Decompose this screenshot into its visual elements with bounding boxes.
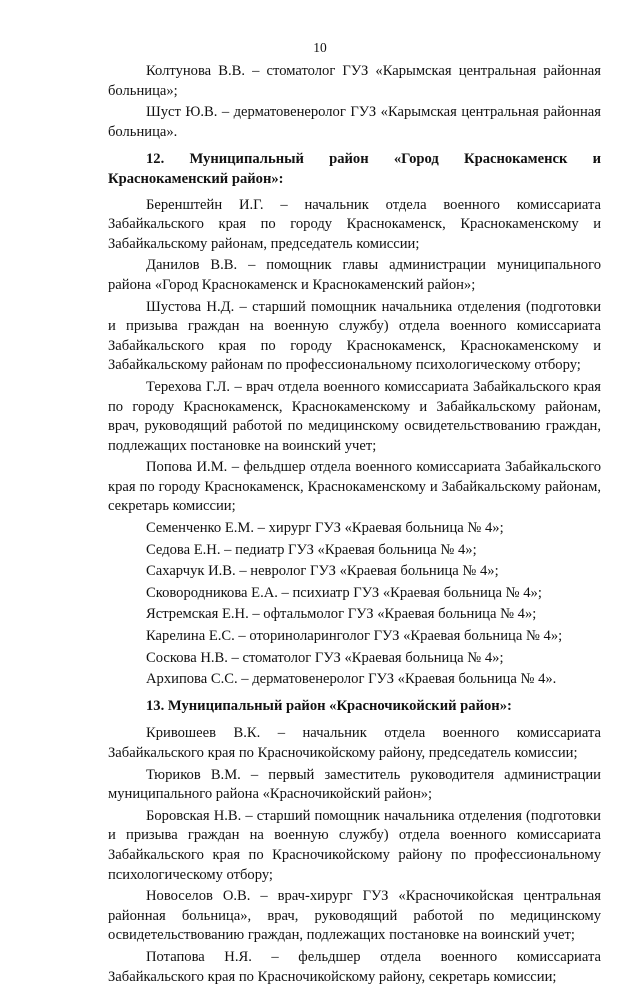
list-item: Данилов В.В. – помощник главы администрации муниципального района «Город Краснокаменск и Краснокаменский район»; <box>108 257 601 293</box>
section-heading-13: 13. Муниципальный район «Красночикойский район»: <box>146 697 512 714</box>
list-item: Беренштейн И.Г. – начальник отдела военного комиссариата Забайкальского края по городу Краснокаменск, Краснокаменскому и Забайкальскому районам, председатель комиссии; <box>108 196 601 252</box>
section-heading-12: 12. Муниципальный район «Город Краснокаменск и Краснокаменский район»: <box>108 151 601 187</box>
list-item: Тюриков В.М. – первый заместитель руководителя администрации муниципального района «Красночикойский район»; <box>108 766 601 803</box>
document-body <box>108 62 601 987</box>
list-item: Архипова С.С. – дерматовенеролог ГУЗ «Краевая больница № 4». <box>146 671 557 688</box>
list-item: Колтунова В.В. – стоматолог ГУЗ «Карымская центральная районная больница»; <box>108 63 601 99</box>
list-item: Карелина Е.С. – оториноларинголог ГУЗ «Краевая больница № 4»; <box>146 628 563 645</box>
list-item: Седова Е.Н. – педиатр ГУЗ «Краевая больница № 4»; <box>146 541 477 558</box>
list-item: Боровская Н.В. – старший помощник начальника отделения (подготовки и призыва граждан на военную службу) отдела военного комиссариата Забайкальского края по Красночикойскому району по профессиональному психологическому отбору; <box>108 807 601 883</box>
list-item: Соскова Н.В. – стоматолог ГУЗ «Краевая больница № 4»; <box>146 649 504 666</box>
list-item: Сковородникова Е.А. – психиатр ГУЗ «Краевая больница № 4»; <box>146 584 542 601</box>
list-item: Кривошеев В.К. – начальник отдела военного комиссариата Забайкальского края по Красночикойскому району, председатель комиссии; <box>108 725 601 761</box>
list-item: Попова И.М. – фельдшер отдела военного комиссариата Забайкальского края по городу Краснокаменск, Краснокаменскому и Забайкальскому районам, секретарь комиссии; <box>108 459 601 515</box>
page-number: 10 <box>313 40 327 55</box>
list-item: Шустова Н.Д. – старший помощник начальника отделения (подготовки и призыва граждан на военную службу) отдела военного комиссариата Забайкальского края по городу Краснокаменск, Краснокаменскому и Забайкальскому районам по профессиональному психологическому отбору; <box>108 298 601 374</box>
list-item: Потапова Н.Я. – фельдшер отдела военного комиссариата Забайкальского края по Красночикойскому району, секретарь комиссии; <box>108 948 601 985</box>
list-item: Терехова Г.Л. – врач отдела военного комиссариата Забайкальского края по городу Краснокаменск, Краснокаменскому и Забайкальскому районам, врач, руководящий работой по медицинскому освидетельствованию граждан, подлежащих постановке на воинский учет; <box>108 378 601 454</box>
list-item: Ястремская Е.Н. – офтальмолог ГУЗ «Краевая больница № 4»; <box>146 606 537 623</box>
list-item: Сахарчук И.В. – невролог ГУЗ «Краевая больница № 4»; <box>146 563 499 580</box>
list-item: Шуст Ю.В. – дерматовенеролог ГУЗ «Карымская центральная районная больница». <box>108 104 601 140</box>
list-item: Семенченко Е.М. – хирург ГУЗ «Краевая больница № 4»; <box>146 520 504 537</box>
list-item: Новоселов О.В. – врач-хирург ГУЗ «Красночикойская центральная районная больница», врач, руководящий работой по медицинскому освидетельствованию граждан, подлежащих постановке на воинский учет; <box>108 888 601 944</box>
